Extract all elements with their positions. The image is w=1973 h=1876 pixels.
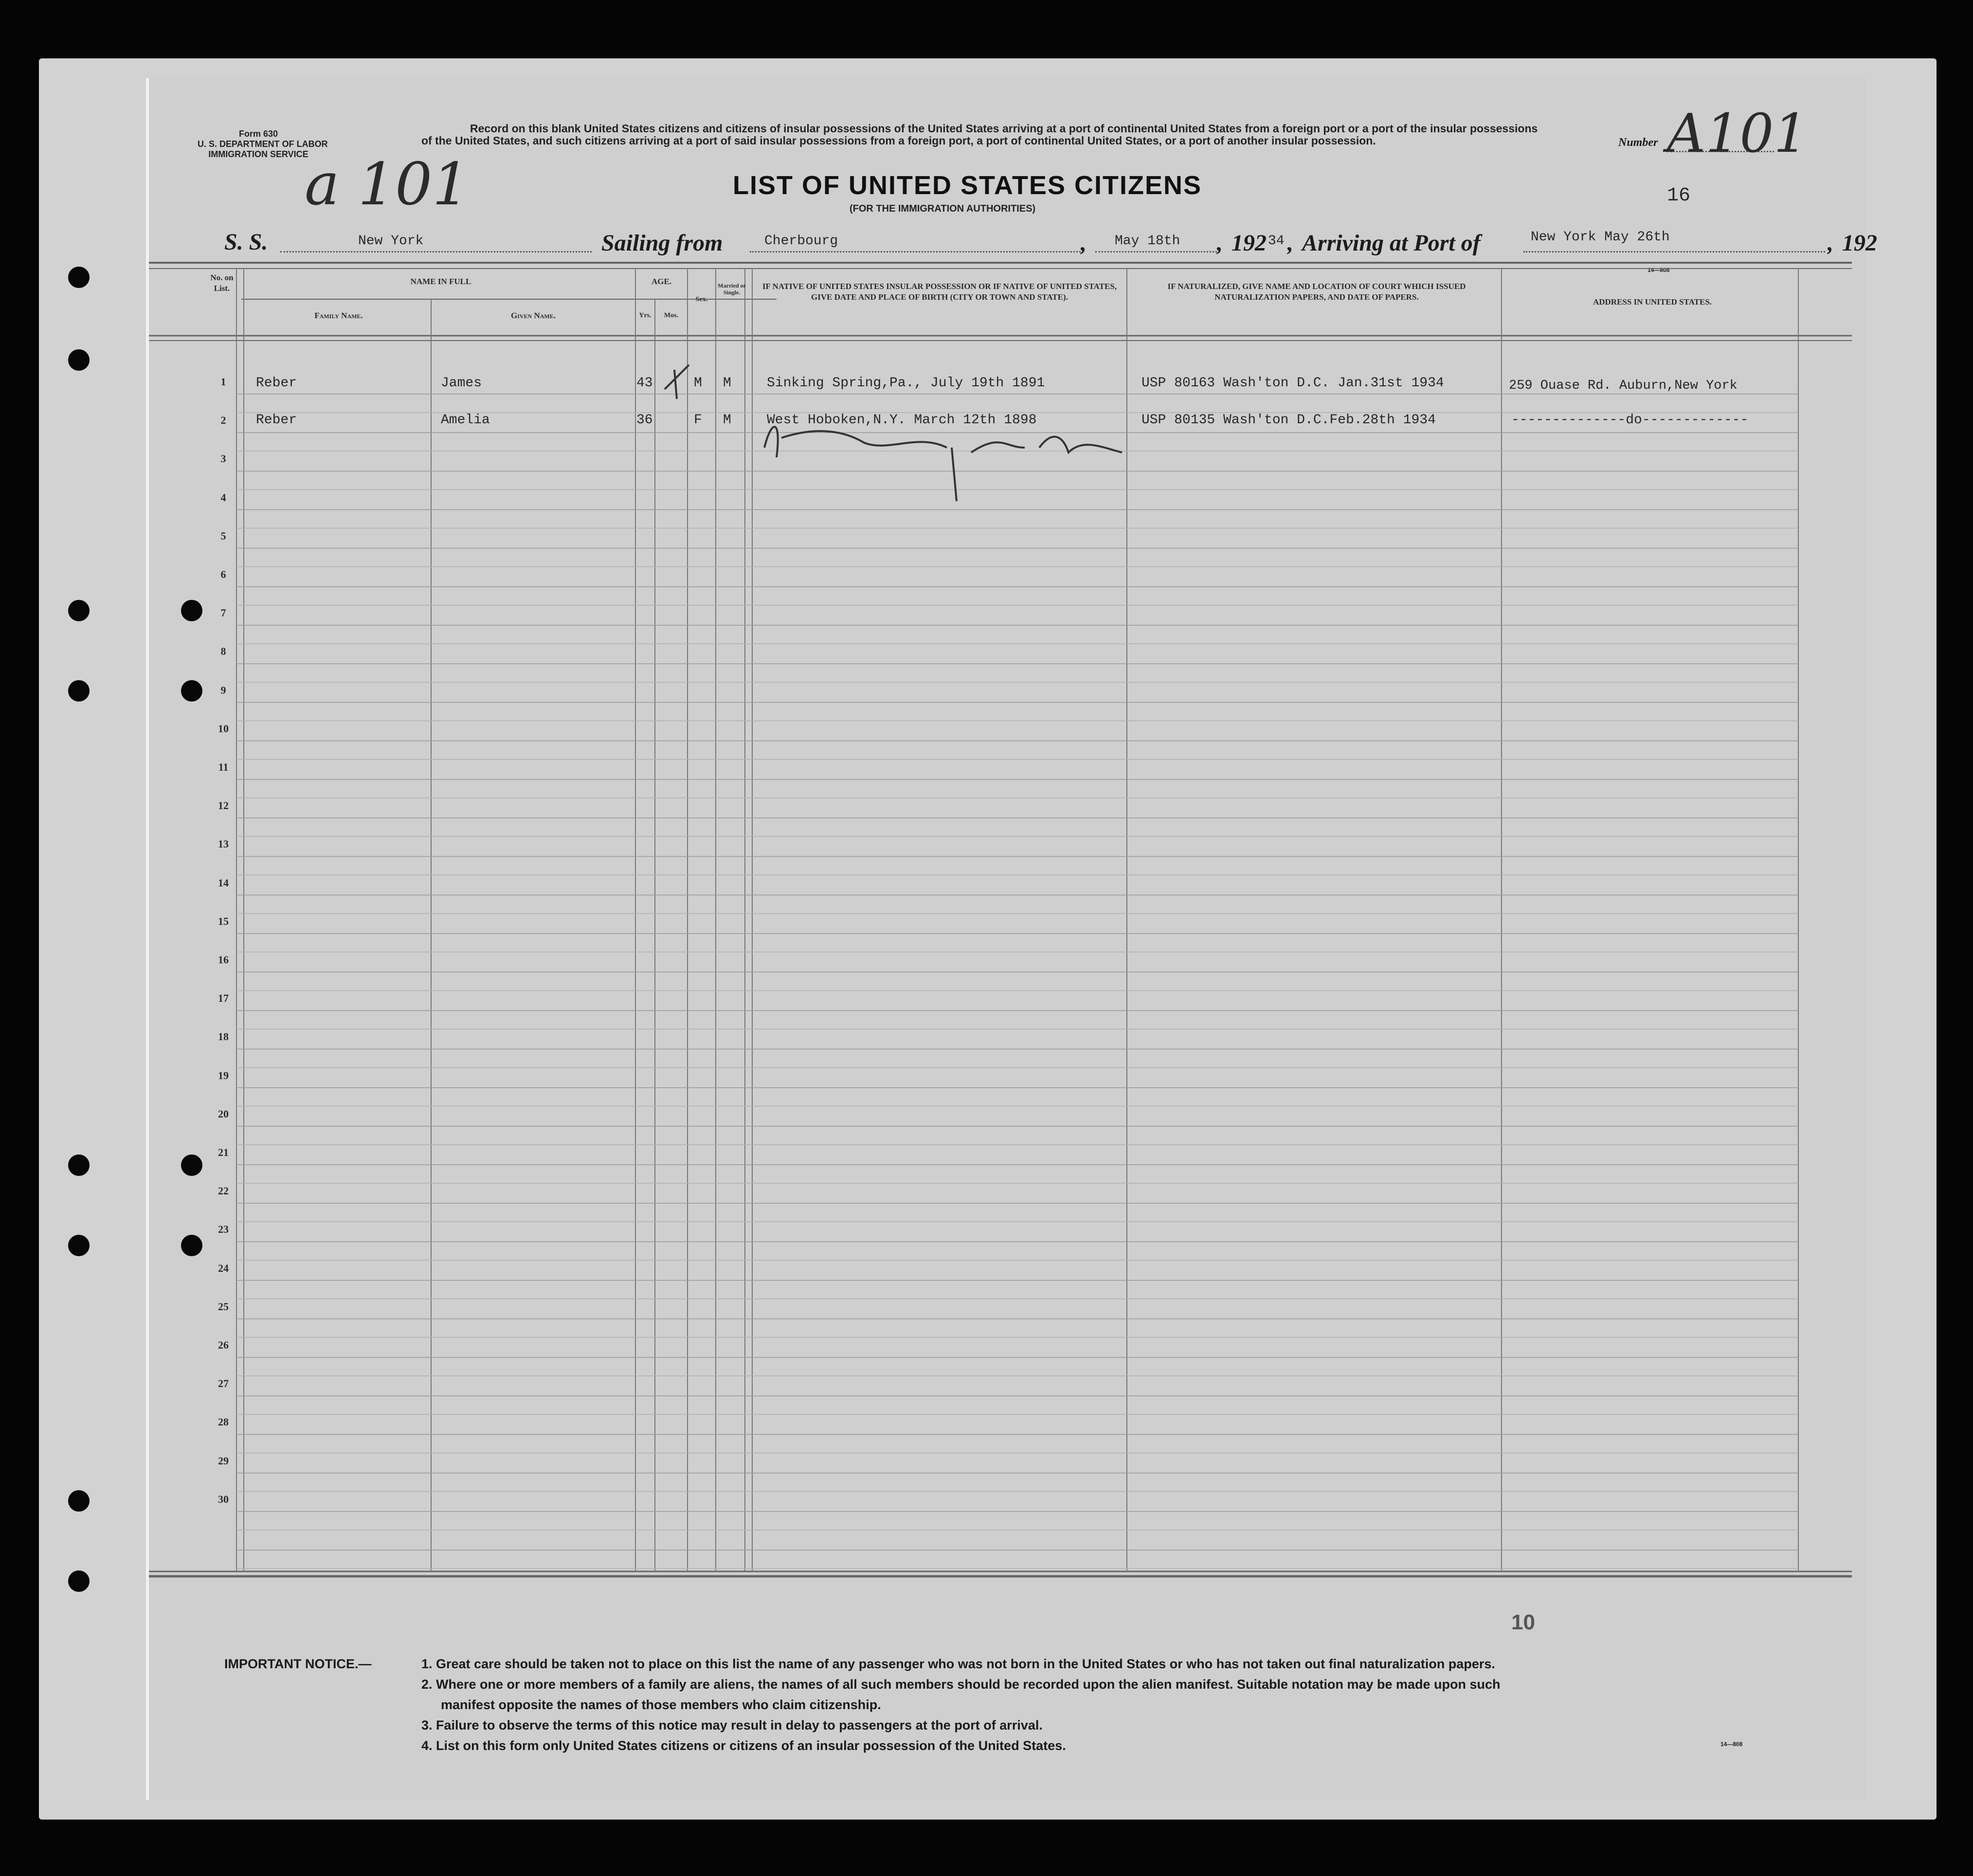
- punch-hole: [68, 1490, 90, 1512]
- notice-item-3: 3. Failure to observe the terms of this notice may result in delay to passengers at the port of arrival.: [421, 1718, 1043, 1732]
- row-2-given: Amelia: [441, 413, 490, 428]
- row-number: 1: [220, 376, 226, 388]
- row-number: 10: [218, 722, 229, 735]
- ss-label: S. S.: [224, 229, 268, 255]
- header-sex: Sex.: [695, 296, 708, 303]
- notice-item-4: 4. List on this form only United States citizens or citizens of an insular possession of the United States.: [421, 1738, 1066, 1753]
- departure-date: May 18th: [1115, 234, 1180, 249]
- handwritten-number: A101: [1667, 102, 1808, 164]
- departure-port: Cherbourg: [764, 234, 838, 249]
- punch-hole: [68, 1235, 90, 1256]
- page-number: 16: [1667, 185, 1691, 207]
- punch-hole: [68, 349, 90, 371]
- row-number: 27: [218, 1377, 229, 1390]
- row-1-naturalization: USP 80163 Wash'ton D.C. Jan.31st 1934: [1141, 376, 1444, 391]
- arrival-port-date: New York May 26th: [1531, 230, 1670, 245]
- header-name-group: NAME IN FULL: [410, 277, 471, 286]
- header-list-number: No. on List.: [210, 273, 234, 293]
- number-label: Number: [1618, 136, 1658, 149]
- arriving-label: Arriving at Port of: [1302, 230, 1481, 256]
- departure-year-prefix: 192: [1231, 230, 1267, 256]
- punch-hole: [181, 1235, 202, 1256]
- notice-item-2: 2. Where one or more members of a family are aliens, the names of all such members should be recorded upon the alien manifest. Suitable notation may be made upon such: [421, 1677, 1501, 1692]
- row-number: 18: [218, 1030, 229, 1043]
- row-number: 23: [218, 1223, 229, 1236]
- row-1-marital: M: [723, 376, 731, 391]
- form-number: Form 630: [238, 129, 278, 139]
- row-number: 24: [218, 1262, 229, 1274]
- department-name: U. S. DEPARTMENT OF LABOR: [198, 139, 328, 149]
- row-number: 26: [218, 1339, 229, 1351]
- header-address: ADDRESS IN UNITED STATES.: [1593, 297, 1712, 307]
- punch-hole: [68, 1570, 90, 1592]
- row-number: 8: [220, 645, 226, 658]
- print-code-bottom: 14—808: [1720, 1741, 1743, 1748]
- header-years: Yrs.: [639, 312, 652, 319]
- notice-item-1: 1. Great care should be taken not to place on this list the name of any passenger who was not born in the United States or who has not taken out final naturalization papers.: [421, 1657, 1495, 1671]
- stamp-number: 10: [1511, 1610, 1535, 1634]
- sailing-label: Sailing from: [601, 230, 723, 256]
- row-number: 29: [218, 1454, 229, 1467]
- row-1-birth: Sinking Spring,Pa., July 19th 1891: [767, 376, 1045, 391]
- manifest-page: [146, 78, 1877, 1800]
- punch-hole: [181, 680, 202, 702]
- punch-hole: [181, 600, 202, 621]
- punch-hole: [181, 1154, 202, 1176]
- row-2-family: Reber: [256, 413, 297, 428]
- punch-hole: [68, 267, 90, 288]
- row-number: 2: [220, 414, 226, 427]
- row-number: 22: [218, 1185, 229, 1197]
- notice-item-2-cont: manifest opposite the names of those members who claim citizenship.: [441, 1697, 881, 1712]
- row-1-given: James: [441, 376, 482, 391]
- row-number: 28: [218, 1416, 229, 1428]
- comma-2: ,: [1217, 230, 1223, 256]
- ship-name: New York: [358, 234, 424, 249]
- page-subtitle: (FOR THE IMMIGRATION AUTHORITIES): [850, 203, 1036, 214]
- row-number: 4: [220, 491, 226, 504]
- arrival-year-prefix: 192: [1842, 230, 1877, 256]
- service-name: IMMIGRATION SERVICE: [208, 149, 308, 159]
- row-number: 5: [220, 529, 226, 542]
- row-1-address: 259 Ouase Rd. Auburn,New York: [1509, 379, 1738, 393]
- punch-hole: [68, 680, 90, 702]
- row-number: 16: [218, 954, 229, 966]
- row-number: 15: [218, 915, 229, 927]
- row-number: 30: [218, 1493, 229, 1505]
- row-2-years: 36: [636, 413, 653, 428]
- punch-hole: [68, 600, 90, 621]
- row-number: 19: [218, 1069, 229, 1082]
- comma-4: ,: [1828, 230, 1833, 256]
- comma-3: ,: [1287, 230, 1293, 256]
- header-given-name: Given Name.: [510, 311, 556, 320]
- header-marital: Married or Single.: [718, 282, 746, 296]
- row-1-family: Reber: [256, 376, 297, 391]
- row-number: 13: [218, 838, 229, 850]
- notice-heading: IMPORTANT NOTICE.—: [224, 1657, 372, 1671]
- row-2-birth: West Hoboken,N.Y. March 12th 1898: [767, 413, 1037, 428]
- row-number: 3: [220, 452, 226, 465]
- departure-year: 34: [1268, 234, 1285, 249]
- header-naturalization: IF NATURALIZED, GIVE NAME AND LOCATION OF COURT WHICH ISSUED NATURALIZATION PAPERS, AND DATE OF PAPERS.: [1167, 282, 1466, 302]
- form-instructions: Record on this blank United States citizens and citizens of insular possessions of the United States arriving at a port of continental United States from a foreign port or a port of the insular possessions of the United States, and such citizens arriving at a port of said insular possessions from a foreign port, a port of continental United States, or a port of another insular possession.: [421, 122, 1538, 147]
- row-2-marital: M: [723, 413, 731, 428]
- page-title: LIST OF UNITED STATES CITIZENS: [733, 171, 1202, 200]
- row-number: 7: [220, 607, 226, 619]
- row-number: 25: [218, 1300, 229, 1313]
- header-birth: IF NATIVE OF UNITED STATES INSULAR POSSESSION OR IF NATIVE OF UNITED STATES, GIVE DATE AND PLACE OF BIRTH (CITY OR TOWN AND STATE).: [762, 282, 1117, 302]
- print-code-top: 14—808: [1647, 267, 1670, 273]
- handwritten-reference: a 101: [305, 151, 470, 218]
- header-months: Mos.: [664, 312, 679, 319]
- row-number: 14: [218, 876, 229, 889]
- row-number: 21: [218, 1146, 229, 1158]
- header-age-group: AGE.: [651, 277, 672, 286]
- punch-hole: [68, 1154, 90, 1176]
- row-2-address: --------------do-------------: [1511, 413, 1749, 428]
- row-number: 11: [218, 761, 229, 773]
- header-family-name: Family Name.: [314, 311, 363, 320]
- row-2-naturalization: USP 80135 Wash'ton D.C.Feb.28th 1934: [1141, 413, 1436, 428]
- row-1-years: 43: [636, 376, 653, 391]
- table-grid: [149, 78, 1866, 1800]
- row-1-sex: M: [694, 376, 702, 391]
- row-2-sex: F: [694, 413, 702, 428]
- row-number: 9: [220, 684, 226, 696]
- row-number: 6: [220, 568, 226, 580]
- comma-1: ,: [1081, 230, 1086, 256]
- row-number: 17: [218, 992, 229, 1005]
- row-number: 20: [218, 1107, 229, 1120]
- row-number: 12: [218, 799, 229, 812]
